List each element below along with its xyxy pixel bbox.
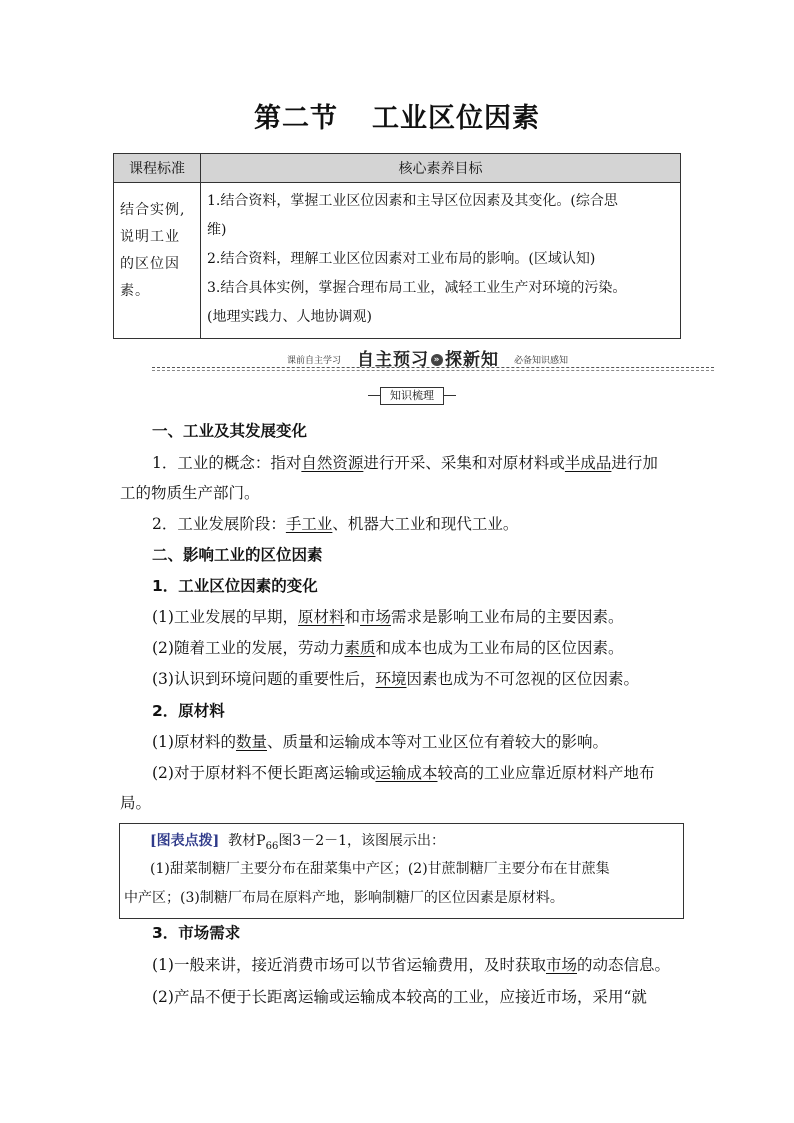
blank-natural-resources: 自然资源	[301, 454, 364, 472]
heading-industry-development: 一、工业及其发展变化	[152, 422, 308, 440]
paragraph-raw-material-quantity: (1)原材料的数量、质量和运输成本等对工业区位有着较大的影响。	[152, 733, 608, 751]
standard-line: 的区位因	[120, 256, 180, 272]
banner-divider	[152, 370, 714, 371]
paragraph-environment-factors: (3)认识到环境问题的重要性后，环境因素也成为不可忽视的区位因素。	[152, 670, 639, 688]
blank-handicraft: 手工业	[285, 515, 333, 533]
heading-factor-changes: 1．工业区位因素的变化	[152, 577, 318, 595]
core-literacy-cell	[201, 183, 681, 339]
banner-title-b: 探新知	[445, 350, 499, 370]
paragraph-market-proximity: (1)一般来讲，接近消费市场可以节省运输费用，及时获取市场的动态信息。	[152, 956, 670, 974]
blank-raw-materials: 原材料	[297, 608, 345, 626]
paragraph-industry-concept-cont: 工的物质生产部门。	[120, 484, 260, 502]
header-core-literacy: 核心素养目标	[201, 154, 681, 183]
double-arrow-icon: »	[431, 354, 443, 366]
paragraph-development-stages: 2．工业发展阶段：手工业、机器大工业和现代工业。	[152, 515, 519, 533]
paragraph-labor-factors: (2)随着工业的发展，劳动力素质和成本也成为工业布局的区位因素。	[152, 639, 624, 657]
standard-line: 素。	[120, 283, 150, 299]
standard-line: 结合实例,	[120, 202, 186, 218]
tag-bar-left	[368, 395, 380, 396]
tag-bar-right	[444, 395, 456, 396]
chart-tip-line: (1)甜菜制糖厂主要分布在甜菜集中产区；(2)甘蔗制糖厂主要分布在甘蔗集	[150, 861, 610, 877]
blank-environment: 环境	[375, 670, 407, 688]
blank-market-info: 市场	[545, 956, 577, 974]
paragraph-market-oriented-industry: (2)产品不便于长距离运输或运输成本较高的工业，应接近市场，采用“就	[152, 988, 647, 1006]
standards-header-row	[114, 154, 681, 183]
goal-line: 2.结合资料，理解工业区位因素对工业布局的影响。(区域认知)	[207, 251, 596, 267]
blank-quantity: 数量	[235, 733, 267, 751]
blank-transport-cost: 运输成本	[375, 764, 438, 782]
banner-title-a: 自主预习	[357, 350, 429, 370]
blank-market: 市场	[360, 608, 392, 626]
standard-line: 说明工业	[120, 229, 180, 245]
goal-line: 维)	[207, 222, 227, 238]
banner-right-caption: 必备知识感知	[514, 356, 569, 366]
chart-tip-tag: [图表点拨]	[150, 833, 220, 849]
knowledge-tag	[368, 387, 456, 405]
chart-tip-line: 中产区；(3)制糖厂布局在原料产地，影响制糖厂的区位因素是原材料。	[124, 890, 564, 906]
chart-tip-line: [图表点拨] 教材$P_{66}$图3－2－1，该图展示出：	[150, 833, 446, 852]
blank-semi-finished: 半成品	[564, 454, 612, 472]
chart-tip-box	[119, 823, 684, 919]
banner-left-caption: 课前自主学习	[287, 356, 342, 366]
heading-raw-materials: 2．原材料	[152, 702, 225, 720]
title-section-number: 第二节	[254, 103, 338, 134]
paragraph-industry-concept: 1．工业的概念：指对自然资源进行开采、采集和对原材料或半成品进行加	[152, 454, 658, 472]
course-standard-cell	[114, 183, 201, 339]
knowledge-tag-label: 知识梳理	[380, 387, 444, 405]
goal-line: 1.结合资料，掌握工业区位因素和主导区位因素及其变化。(综合思	[207, 193, 618, 209]
blank-quality: 素质	[344, 639, 376, 657]
section-banner	[152, 344, 714, 374]
standards-table	[113, 153, 681, 339]
header-course-standard: 课程标准	[114, 154, 201, 183]
heading-location-factors: 二、影响工业的区位因素	[152, 546, 323, 564]
goal-line: 3.结合具体实例，掌握合理布局工业，减轻工业生产对环境的污染。	[207, 280, 627, 296]
title-topic: 工业区位因素	[372, 103, 540, 134]
paragraph-raw-material-transport-cont: 局。	[120, 794, 152, 812]
standards-body-row	[114, 183, 681, 339]
heading-market-demand: 3．市场需求	[152, 924, 241, 942]
banner-title	[357, 345, 499, 370]
paragraph-early-factors: (1)工业发展的早期，原材料和市场需求是影响工业布局的主要因素。	[152, 608, 624, 626]
page-title	[0, 96, 794, 135]
goal-line: (地理实践力、人地协调观)	[207, 309, 372, 325]
paragraph-raw-material-transport: (2)对于原材料不便长距离运输或运输成本较高的工业应靠近原材料产地布	[152, 764, 655, 782]
